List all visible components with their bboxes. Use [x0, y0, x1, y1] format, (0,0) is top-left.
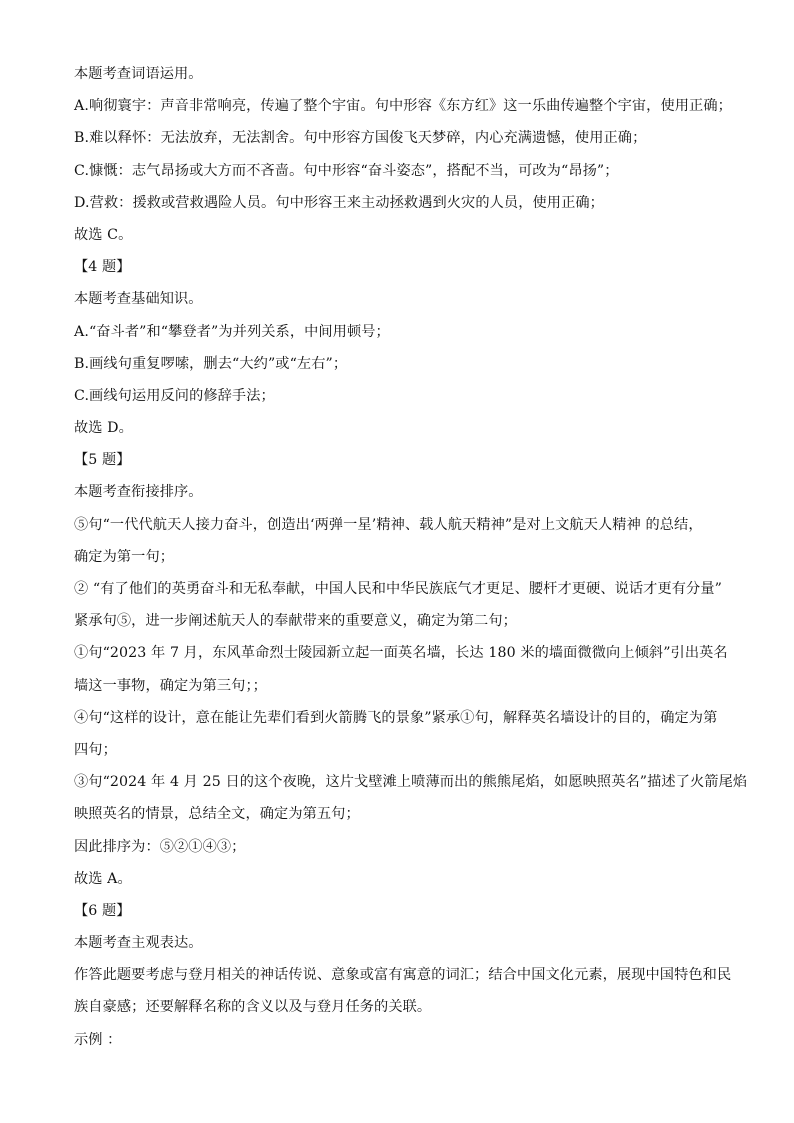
text-line: 紧承句⑤，进一步阐述航天人的奉献带来的重要意义，确定为第二句； [74, 613, 517, 630]
text-line: 故选 D。 [74, 420, 133, 437]
text-line: A.响彻寰宇：声音非常响亮，传遍了整个宇宙。句中形容《东方红》这一乐曲传遍整个宇宙，使用正确； [74, 98, 732, 115]
section-heading: 【6 题】 [74, 902, 131, 919]
text-line: B.难以释怀：无法放弃，无法割舍。句中形容方国俊飞天梦碎，内心充满遗憾，使用正确； [74, 130, 647, 147]
section-heading: 【4 题】 [74, 259, 131, 276]
text-line: 本题考查词语运用。 [74, 66, 203, 82]
text-line: 确定为第一句； [74, 548, 175, 565]
text-line: D.营救：援救或营救遇险人员。句中形容王来主动拯救遇到火灾的人员，使用正确； [74, 194, 604, 211]
text-line: 因此排序为：⑤②①④③； [74, 838, 246, 855]
text-line: 故选 A。 [74, 870, 132, 887]
text-line: 族自豪感；还要解释名称的含义以及与登月任务的关联。 [74, 999, 432, 1016]
text-line: 墙这一事物，确定为第三句；； [74, 677, 267, 694]
text-line: ⑤句“一代代航天人接力奋斗，创造出‘两弹一星’精神、载人航天精神”是对上文航天人精神 的总结， [74, 516, 703, 533]
section-heading: 【5 题】 [74, 452, 131, 469]
text-line: 示例 ： [74, 1031, 122, 1048]
answer-explanation-page [74, 62, 748, 1060]
text-line: 本题考查基础知识。 [74, 291, 203, 308]
text-line: ③句“2024 年 4 月 25 日的这个夜晚，这片戈壁滩上喷薄而出的熊熊尾焰，如愿映照英名”描述了火箭尾焰 [74, 774, 748, 791]
text-line: B.画线句重复啰嗦，删去“大约”或“左右”； [74, 355, 348, 372]
text-line: ①句“2023 年 7 月，东风革命烈士陵园新立起一面英名墙，长达 180 米的墙面微微向上倾斜”引出英名 [74, 645, 728, 662]
text-line: 映照英名的情景，总结全文，确定为第五句； [74, 806, 360, 823]
text-line: A.“奋斗者”和“攀登者”为并列关系，中间用顿号； [74, 323, 390, 340]
text-line: 本题考查衔接排序。 [74, 484, 203, 501]
text-line: C.慷慨：志气昂扬或大方而不吝啬。句中形容“奋斗姿态”，搭配不当，可改为“昂扬”； [74, 162, 619, 179]
text-line: 作答此题要考虑与登月相关的神话传说、意象或富有寓意的词汇；结合中国文化元素，展现中国特色和民 [74, 967, 732, 984]
text-line: 故选 C。 [74, 226, 133, 243]
text-line: 本题考查主观表达。 [74, 935, 203, 952]
text-line: ② “有了他们的英勇奋斗和无私奉献，中国人民和中华民族底气才更足、腰杆才更硬、说话才更有分量” [74, 581, 722, 597]
text-line: 四句； [74, 741, 117, 758]
text-line: C.画线句运用反问的修辞手法； [74, 387, 275, 404]
text-line: ④句“这样的设计，意在能让先辈们看到火箭腾飞的景象”紧承①句，解释英名墙设计的目的，确定为第 [74, 709, 718, 726]
